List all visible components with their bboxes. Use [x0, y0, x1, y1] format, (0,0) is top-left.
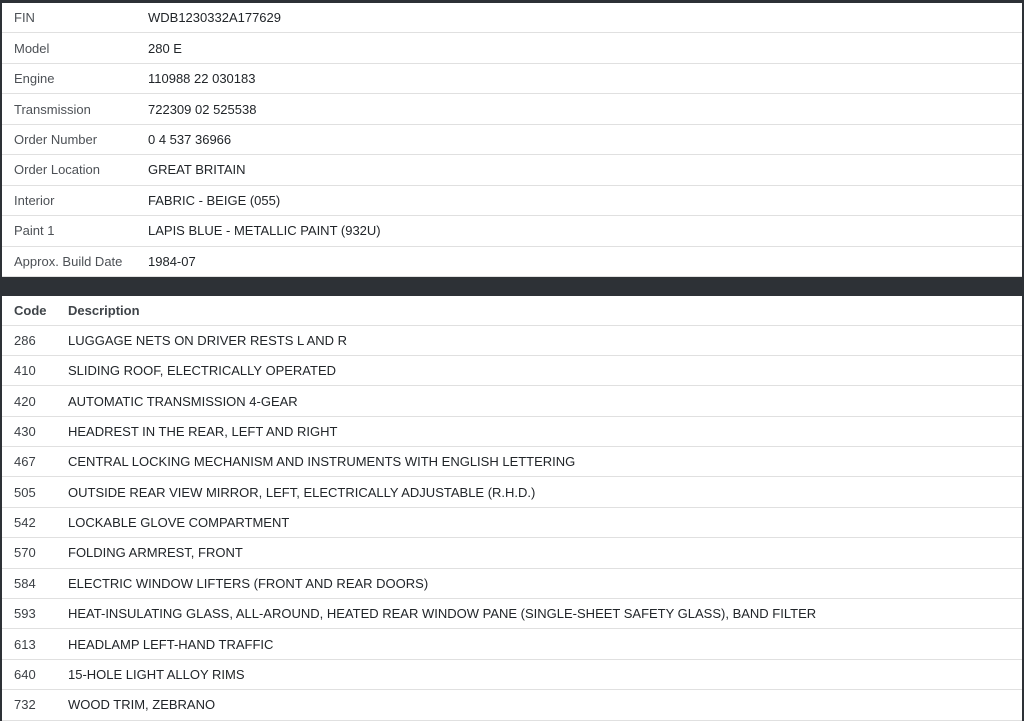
equipment-table — [0, 296, 1024, 721]
equipment-description: FOLDING ARMREST, FRONT — [68, 545, 243, 561]
vehicle-info-value: 0 4 537 36966 — [148, 131, 232, 147]
equipment-row — [2, 690, 1022, 720]
equipment-table-header — [2, 296, 1022, 326]
vehicle-info-label: Approx. Build Date — [14, 253, 123, 269]
equipment-row — [2, 599, 1022, 629]
equipment-row — [2, 386, 1022, 416]
equipment-description: CENTRAL LOCKING MECHANISM AND INSTRUMENTS WITH ENGLISH LETTERING — [68, 454, 576, 470]
vehicle-info-row — [2, 247, 1022, 277]
equipment-code: 420 — [14, 393, 36, 409]
equipment-description: LOCKABLE GLOVE COMPARTMENT — [68, 515, 290, 531]
equipment-description: HEADREST IN THE REAR, LEFT AND RIGHT — [68, 423, 338, 439]
equipment-code: 286 — [14, 332, 36, 348]
vehicle-info-label: FIN — [14, 10, 35, 26]
vehicle-info-row — [2, 64, 1022, 94]
equipment-code: 570 — [14, 545, 36, 561]
vehicle-info-value: 280 E — [148, 40, 182, 56]
equipment-code: 505 — [14, 484, 36, 500]
vehicle-info-value: GREAT BRITAIN — [148, 162, 246, 178]
vehicle-info-table — [0, 0, 1024, 277]
description-column-header: Description — [68, 302, 140, 318]
equipment-description: WOOD TRIM, ZEBRANO — [68, 697, 216, 713]
vehicle-info-value: LAPIS BLUE - METALLIC PAINT (932U) — [148, 223, 381, 239]
vehicle-info-value: WDB1230332A177629 — [148, 10, 281, 26]
equipment-description: HEADLAMP LEFT-HAND TRAFFIC — [68, 636, 274, 652]
vehicle-info-label: Transmission — [14, 101, 91, 117]
equipment-description: OUTSIDE REAR VIEW MIRROR, LEFT, ELECTRICALLY ADJUSTABLE (R.H.D.) — [68, 484, 536, 500]
equipment-description: SLIDING ROOF, ELECTRICALLY OPERATED — [68, 363, 337, 379]
equipment-row — [2, 447, 1022, 477]
equipment-row — [2, 569, 1022, 599]
equipment-rows — [2, 326, 1022, 721]
vehicle-info-label: Paint 1 — [14, 223, 55, 239]
equipment-description: 15-HOLE LIGHT ALLOY RIMS — [68, 667, 245, 683]
table-separator-band — [0, 277, 1024, 296]
vehicle-info-label: Model — [14, 40, 50, 56]
vehicle-info-row — [2, 216, 1022, 246]
equipment-row — [2, 417, 1022, 447]
equipment-description: LUGGAGE NETS ON DRIVER RESTS L AND R — [68, 332, 348, 348]
equipment-code: 640 — [14, 667, 36, 683]
equipment-row — [2, 326, 1022, 356]
equipment-code: 584 — [14, 575, 36, 591]
equipment-row — [2, 538, 1022, 568]
vehicle-info-label: Engine — [14, 71, 55, 87]
vehicle-info-row — [2, 125, 1022, 155]
vehicle-info-value: 110988 22 030183 — [148, 71, 256, 87]
code-column-header: Code — [14, 302, 47, 318]
equipment-code: 732 — [14, 697, 36, 713]
vehicle-info-row — [2, 186, 1022, 216]
equipment-row — [2, 508, 1022, 538]
equipment-code: 410 — [14, 363, 36, 379]
vehicle-info-row — [2, 3, 1022, 33]
equipment-row — [2, 629, 1022, 659]
equipment-code: 542 — [14, 515, 36, 531]
vehicle-info-label: Order Number — [14, 131, 98, 147]
equipment-row — [2, 660, 1022, 690]
vehicle-info-label: Interior — [14, 192, 55, 208]
equipment-code: 430 — [14, 423, 36, 439]
equipment-code: 467 — [14, 454, 36, 470]
vehicle-info-value: 1984-07 — [148, 253, 196, 269]
equipment-description: HEAT-INSULATING GLASS, ALL-AROUND, HEATED REAR WINDOW PANE (SINGLE-SHEET SAFETY GLASS), BAND FILTER — [68, 606, 817, 622]
vehicle-info-row — [2, 94, 1022, 124]
vehicle-info-row — [2, 155, 1022, 185]
vehicle-info-value: 722309 02 525538 — [148, 101, 257, 117]
vehicle-info-value: FABRIC - BEIGE (055) — [148, 192, 281, 208]
equipment-code: 593 — [14, 606, 36, 622]
vehicle-info-label: Order Location — [14, 162, 100, 178]
equipment-description: AUTOMATIC TRANSMISSION 4-GEAR — [68, 393, 298, 409]
equipment-row — [2, 356, 1022, 386]
vehicle-info-row — [2, 33, 1022, 63]
equipment-code: 613 — [14, 636, 36, 652]
equipment-description: ELECTRIC WINDOW LIFTERS (FRONT AND REAR DOORS) — [68, 575, 429, 591]
equipment-row — [2, 477, 1022, 507]
